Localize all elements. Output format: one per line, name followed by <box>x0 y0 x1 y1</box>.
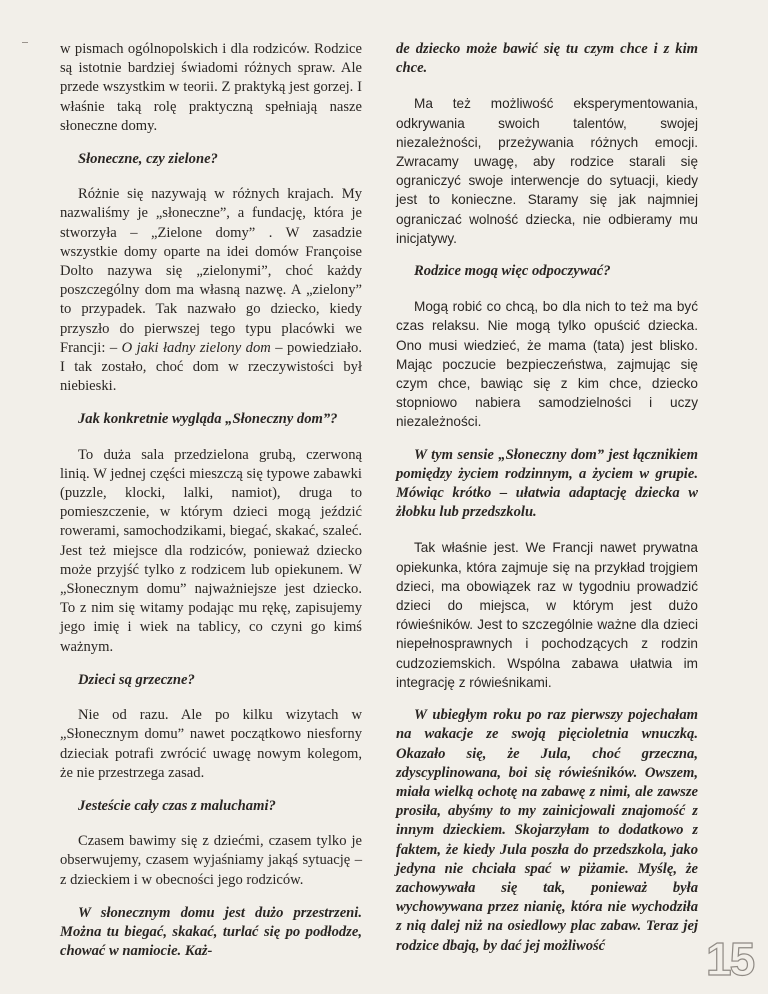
paragraph: Ma też możliwość eksperymentowania, odkrywania swoich talentów, swojej niezależności, przeżywania różnych emocji. Zwracamy uwagę, aby rodzice starali się ograniczyć swoje interwencje do sytuacji, kiedy jest to konieczne. Staramy się jak najmniej ograniczać wolność dziecka, nie odbieramy mu inicjatywy. <box>396 96 698 246</box>
quote-text: – O jaki ładny zielony dom <box>109 339 271 356</box>
interview-question: Jesteście cały czas z maluchami? <box>78 797 276 814</box>
interview-question: Dzieci są grzeczne? <box>78 671 195 688</box>
paragraph: w pismach ogólnopolskich i dla rodziców. Rodzice są istotnie bardziej świadomi różnych spraw. Ale przede wszystkim w teorii. Z praktyką jest gorzej. I właśnie taką rolę praktyczną spełniają nasze słoneczne domy. <box>60 41 362 134</box>
paragraph-text: Różnie się nazywają w różnych krajach. My nazwaliśmy je „słoneczne”, a fundację, która je stworzyła – „Zielone domy” . W zasadzie wszystkie domy oparte na idei domów Françoise Dolto nazywa się „zielonymi”, choć każdy poszczególny dom ma własną nazwę. A „zielony” to przypadek. Tak nazwało go dziecko, kiedy przyszło do pierwszej tego typu placówki we Francji: <box>60 186 362 356</box>
page-number: 15 <box>706 933 754 985</box>
interview-question: W słonecznym domu jest dużo przestrzeni. Można tu biegać, skakać, turlać się po podłodze, chować w namiocie. Każ- <box>60 904 362 960</box>
interview-question: W ubiegłym roku po raz pierwszy pojechałam na wakacje ze swoją pięcioletnia wnuczką. Okazało się, że Jula, choć grzeczna, zdyscyplinowana, boi się rówieśników. Owszem, miała wielką ochotę na zabawę z nimi, ale zawsze prosiła, abyśmy to my zainicjowali znajomość z innym dzieckiem. Skojarzyłam to dodatkowo z faktem, że kiedy Jula poszła do przedszkola, jako jedyna nie chciała spać w piżamie. Myślę, że zachowywała się tak, ponieważ była wychowywana przez nianię, która nie wychodziła z nią dalej niż na osiedlowy plac zabaw. Teraz jej rodzice dbają, by dać jej możliwość <box>396 707 698 954</box>
paragraph: Czasem bawimy się z dziećmi, czasem tylko je obserwujemy, czasem wyjaśniamy jakąś sytuację – z dzieckiem i w obecności jego rodziców. <box>60 833 362 888</box>
interview-question-continued: de dziecko może bawić się tu czym chce i z kim chce. <box>396 41 698 77</box>
paragraph: Mogą robić co chcą, bo dla nich to też ma być czas relaksu. Nie mogą tylko opuścić dziecka. Ono musi wiedzieć, że mama (tata) jest blisko. Mając poczucie bezpieczeństwa, zajmując się czym chce, bawiąc się z kim chce, dziecko stopniowo nabiera samodzielności i uczy niezależności. <box>396 299 698 430</box>
interview-question: Rodzice mogą więc odpoczywać? <box>414 263 611 280</box>
paragraph <box>60 185 362 396</box>
interview-question: W tym sensie „Słoneczny dom” jest łącznikiem pomiędzy życiem rodzinnym, a życiem w grupie. Mówiąc krótko – ułatwia adaptację dziecka w żłobku lub przedszkolu. <box>396 446 698 521</box>
interview-question: Słoneczne, czy zielone? <box>78 151 218 168</box>
paragraph: To duża sala przedzielona grubą, czerwoną linią. W jednej części mieszczą się typowe zabawki (puzzle, klocki, lalki, namiot), druga to pomieszczenie, w którym dzieci mogą jeździć rowerami, samochodzikami, biegać, skakać, szaleć. Jest też miejsce dla rodziców, ponieważ dziecko może przyjść tylko z rodzicem lub opiekunem. W „Słonecznym domu” najważniejsze jest dziecko. To z nim się witamy podając mu rękę, zapisujemy jego imię i wiek na tablicy, co czyni go kimś ważnym. <box>60 446 362 655</box>
margin-mark <box>22 42 28 43</box>
paragraph-text: – powiedziało. I tak zostało, choć dom w rzeczywistości był niebieski. <box>60 339 362 395</box>
interview-question: Jak konkretnie wygląda „Słoneczny dom”? <box>78 411 338 428</box>
paragraph: Nie od razu. Ale po kilku wizytach w „Słonecznym domu” nawet początkowo niesforny dzieciak potrafi zwrócić uwagę nowym kolegom, że nie przestrzega zasad. <box>60 707 362 781</box>
right-column <box>396 40 698 972</box>
paragraph: Tak właśnie jest. We Francji nawet prywatna opiekunka, która zajmuje się na przykład trojgiem dzieci, ma obowiązek raz w tygodniu prowadzić dzieci do miejsca, w którym jest dużo rówieśników. Jest to szczególnie ważne dla dzieci niepełnosprawnych i pochodzących z rodzin cudzoziemskich. Wspólna zabawa ułatwia im integrację z rówieśnikami. <box>396 540 698 690</box>
left-column <box>60 40 362 977</box>
